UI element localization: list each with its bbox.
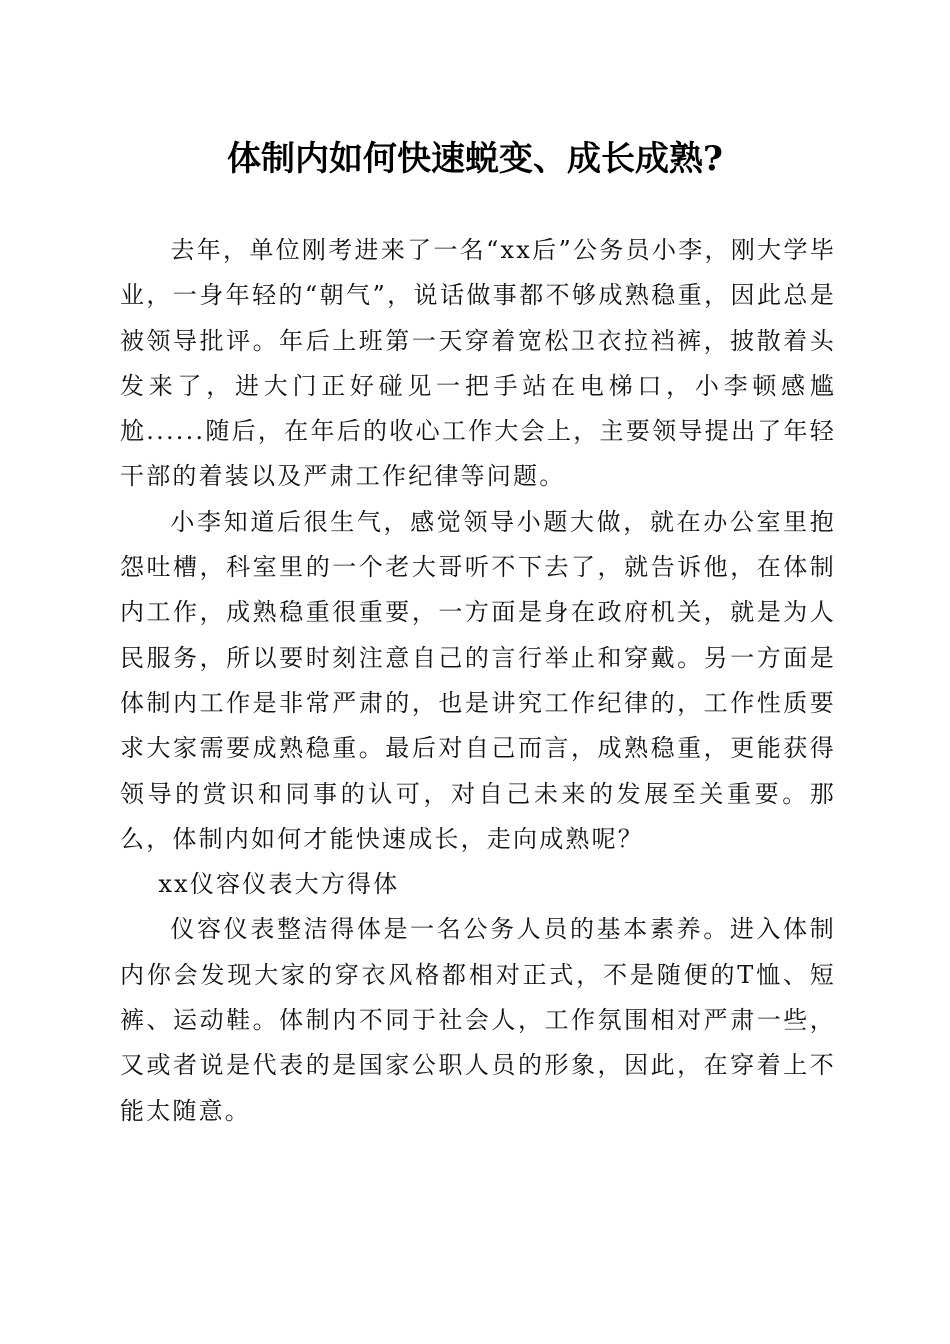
paragraph-3: 仪容仪表整洁得体是一名公务人员的基本素养。进入体制内你会发现大家的穿衣风格都相对正式，不是随便的T恤、短裤、运动鞋。体制内不同于社会人，工作氛围相对严肃一些，又或者说是代表的是国家公职人员的形象，因此，在穿着上不能太随意。 [120,915,836,1125]
document-title: 体制内如何快速蜕变、成长成熟? [227,139,723,179]
section-heading: xx仪容仪表大方得体 [158,870,400,899]
paragraph-2: 小李知道后很生气，感觉领导小题大做，就在办公室里抱怨吐槽，科室里的一个老大哥听不下去了，就告诉他，在体制内工作，成熟稳重很重要，一方面是身在政府机关，就是为人民服务，所以要时刻注意自己的言行举止和穿戴。另一方面是体制内工作是非常严肃的，也是讲究工作纪律的，工作性质要求大家需要成熟稳重。最后对自己而言，成熟稳重，更能获得领导的赏识和同事的认可，对自己未来的发展至关重要。那么，体制内如何才能快速成长，走向成熟呢？ [120,507,836,853]
document-body [120,228,836,1134]
paragraph-1: 去年，单位刚考进来了一名“xx后”公务员小李，刚大学毕业，一身年轻的“朝气”，说话做事都不够成熟稳重，因此总是被领导批评。年后上班第一天穿着宽松卫衣拉裆裤，披散着头发来了，进大门正好碰见一把手站在电梯口，小李顿感尴尬......随后，在年后的收心工作大会上，主要领导提出了年轻干部的着装以及严肃工作纪律等问题。 [120,236,836,491]
